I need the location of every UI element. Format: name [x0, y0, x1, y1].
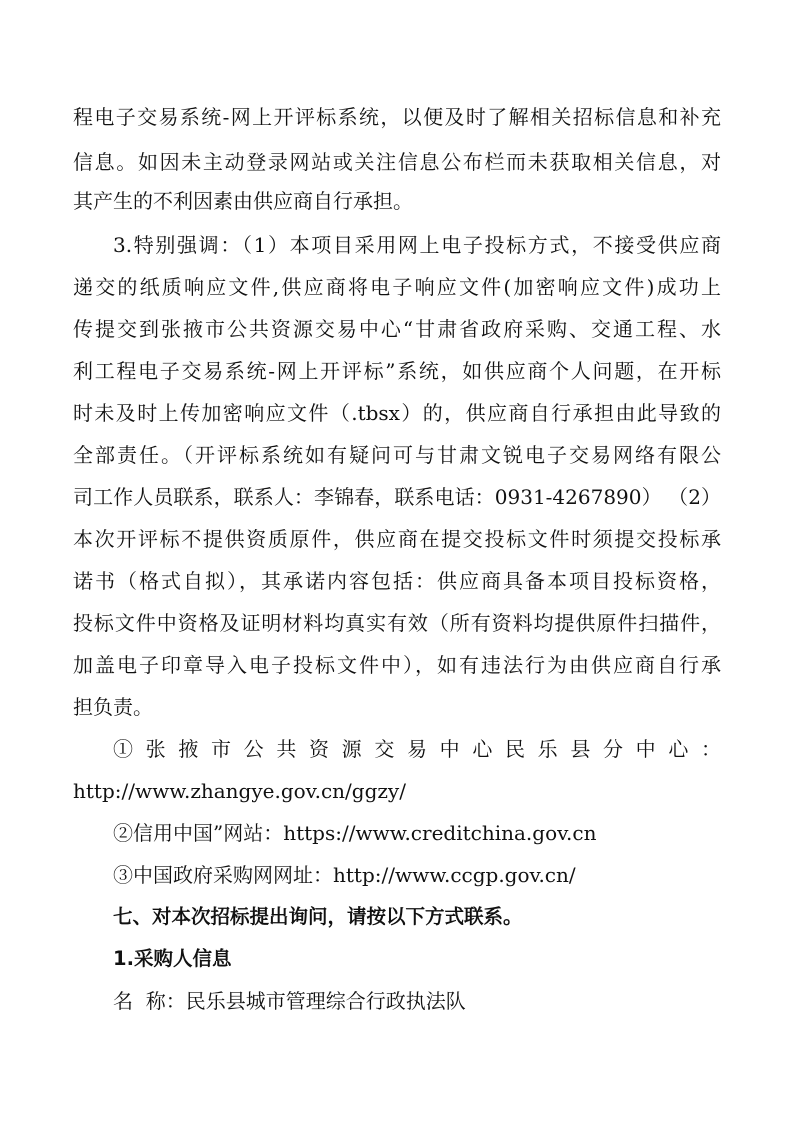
paragraph-line: 递交的纸质响应文件,供应商将电子响应文件(加密响应文件)成功上 — [73, 275, 721, 299]
section-heading: 七、对本次招标提出询问，请按以下方式联系。 — [113, 905, 523, 928]
paragraph-line: 投标文件中资格及证明材料均真实有效（所有资料均提供原件扫描件， — [73, 611, 721, 635]
paragraph-line: 担负责。 — [73, 695, 153, 719]
paragraph-line: 信息。如因未主动登录网站或关注信息公布栏而未获取相关信息，对 — [73, 150, 721, 174]
link-ggzy[interactable]: http://www.zhangye.gov.cn/ggzy/ — [73, 779, 406, 803]
subsection-heading: 1.采购人信息 — [113, 947, 232, 970]
paragraph-line: 加盖电子印章导入电子投标文件中），如有违法行为由供应商自行承 — [73, 653, 721, 677]
paragraph-line: 全部责任。（开评标系统如有疑问可与甘肃文锐电子交易网络有限公 — [73, 443, 721, 467]
link-creditchina[interactable]: ②信用中国”网站：https://www.creditchina.gov.cn — [113, 821, 597, 845]
purchaser-name: 名 称：民乐县城市管理综合行政执法队 — [113, 989, 466, 1013]
paragraph-line: 传提交到张掖市公共资源交易中心“甘肃省政府采购、交通工程、水 — [73, 317, 721, 341]
paragraph-line: 其产生的不利因素由供应商自行承担。 — [73, 189, 413, 213]
paragraph-line: 3.特别强调：（1）本项目采用网上电子投标方式，不接受供应商 — [113, 233, 721, 257]
paragraph-line: 诺书（格式自拟），其承诺内容包括：供应商具备本项目投标资格， — [73, 569, 721, 593]
link-ccgp[interactable]: ③中国政府采购网网址：http://www.ccgp.gov.cn/ — [113, 863, 576, 887]
link-label-ggzy: ①张掖市公共资源交易中心民乐县分中心： — [113, 737, 721, 761]
paragraph-line: 利工程电子交易系统-网上开评标”系统，如供应商个人问题，在开标 — [73, 359, 721, 383]
paragraph-line: 本次开评标不提供资质原件，供应商在提交投标文件时须提交投标承 — [73, 527, 721, 551]
paragraph-line: 时未及时上传加密响应文件（.tbsx）的，供应商自行承担由此导致的 — [73, 401, 721, 425]
paragraph-line: 司工作人员联系，联系人：李锦春，联系电话：0931-4267890） （2） — [73, 485, 721, 509]
paragraph-line: 程电子交易系统-网上开评标系统，以便及时了解相关招标信息和补充 — [73, 105, 721, 129]
